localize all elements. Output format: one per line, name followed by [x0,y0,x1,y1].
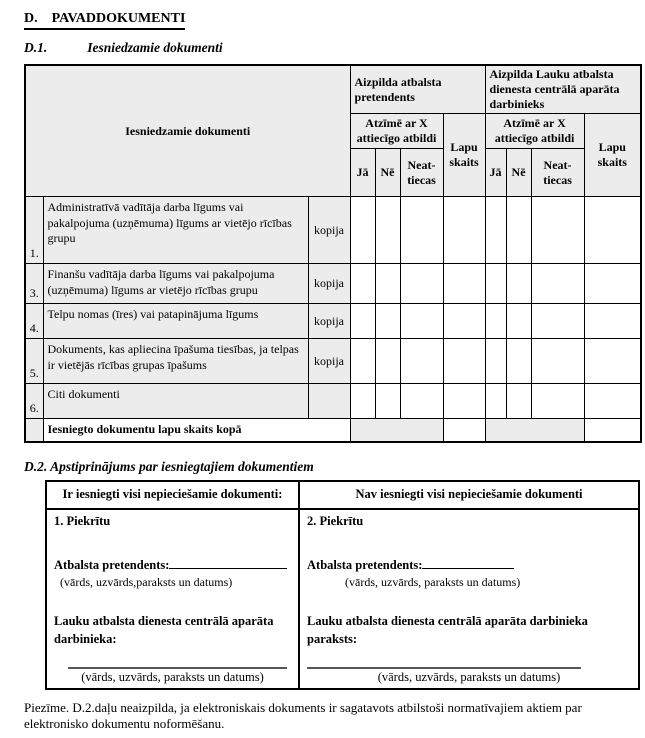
cell-na-applicant [400,339,443,384]
section-title [24,11,185,30]
cell-no-officer [506,339,531,384]
cell-pages-officer [584,197,641,264]
signature-caption: (vārds, uzvārds, paraksts un datums) [345,574,521,589]
cell-yes-officer [485,339,506,384]
col-group-officer: Aizpilda Lauku atbalsta dienesta centrālā aparāta darbinieks [485,65,641,114]
d1-heading [24,40,639,56]
document-type: kopija [308,264,350,304]
cell-yes-officer [485,197,506,264]
row-number: 5. [25,339,43,384]
total-label: Iesniegto dokumentu lapu skaits kopā [43,419,350,442]
document-description: Telpu nomas (īres) vai patapinājuma līgums [43,304,308,339]
document-type: kopija [308,304,350,339]
section-label: D. [24,11,38,26]
officer-label: Lauku atbalsta dienesta centrālā aparāta darbinieka paraksts: [307,613,588,646]
cell-pages-applicant [443,304,485,339]
col-header-submitted: Ir iesniegti visi nepieciešamie dokumenti: [46,481,299,509]
col-header-documents: Iesniedzamie dokumenti [25,65,350,197]
col-header-no-officer: Nē [506,149,531,197]
cell-yes-applicant [350,384,375,419]
signature-block-left [46,509,299,689]
applicant-signature-row [307,556,631,573]
signature-caption-bottom: (vārds, uzvārds, paraksts un datums) [81,669,264,684]
cell-no-officer [506,197,531,264]
document-type [308,384,350,419]
applicant-label: Atbalsta pretendents: [307,557,423,572]
officer-label: Lauku atbalsta dienesta centrālā aparāta darbinieka: [54,613,274,646]
d1-label: D.1. [24,40,48,55]
cell-no-applicant [375,304,400,339]
table-row [25,384,641,419]
d2-heading: D.2. Apstiprinājums par iesniegtajiem dokumentiem [24,458,314,474]
cell-pages-applicant [443,339,485,384]
section-title-text: PAVADDOKUMENTI [51,11,186,26]
table-row [25,304,641,339]
col-header-na-applicant: Neat-tiecas [400,149,443,197]
document-description: Dokuments, kas apliecina īpašuma tiesības, ja telpas ir vietējās rīcības grupas īpašums [43,339,308,384]
col-group-applicant: Aizpilda atbalsta pretendents [350,65,485,114]
cell-na-applicant [400,384,443,419]
footnote: Piezīme. D.2.daļu neaizpilda, ja elektroniskais dokuments ir sagatavots atbilstoši normatīvajiem aktiem par elektronisko dokumentu noformēšanu. [24,699,582,732]
col-header-na-officer: Neat-tiecas [531,149,584,197]
total-row-number-cell [25,419,43,442]
signature-caption: (vārds, uzvārds,paraksts un datums) [60,574,233,589]
signature-rule [68,667,287,669]
cell-yes-applicant [350,304,375,339]
cell-na-officer [531,384,584,419]
cell-no-officer [506,304,531,339]
cell-na-applicant [400,197,443,264]
row-number: 1. [25,197,43,264]
total-blocked-officer [485,419,584,442]
total-pages-officer [584,419,641,442]
applicant-signature-row [54,556,291,573]
cell-no-applicant [375,384,400,419]
total-row [25,419,641,442]
cell-pages-officer [584,264,641,304]
cell-pages-officer [584,339,641,384]
cell-no-applicant [375,197,400,264]
table-row [25,197,641,264]
cell-na-officer [531,304,584,339]
cell-yes-applicant [350,339,375,384]
cell-no-officer [506,384,531,419]
cell-na-officer [531,264,584,304]
applicant-label: Atbalsta pretendents: [54,557,170,572]
total-pages-applicant [443,419,485,442]
cell-yes-officer [485,264,506,304]
signature-line [169,556,287,569]
agree-label: 1. Piekrītu [54,513,111,528]
cell-na-officer [531,339,584,384]
cell-no-officer [506,264,531,304]
d2-confirmation-table [45,480,640,690]
table-row [25,264,641,304]
signature-rule [307,667,581,669]
signature-block-right [299,509,639,689]
document-type: kopija [308,339,350,384]
col-header-not-submitted: Nav iesniegti visi nepieciešamie dokumenti [299,481,639,509]
col-header-yes-officer: Jā [485,149,506,197]
cell-na-officer [531,197,584,264]
row-number: 4. [25,304,43,339]
cell-yes-applicant [350,264,375,304]
cell-yes-officer [485,384,506,419]
cell-yes-applicant [350,197,375,264]
table-row [25,339,641,384]
row-number: 6. [25,384,43,419]
cell-na-applicant [400,264,443,304]
col-header-pages-applicant: Lapu skaits [443,114,485,197]
col-header-pages-officer: Lapu skaits [584,114,641,197]
d1-documents-table [24,64,642,443]
cell-no-applicant [375,264,400,304]
agree-label: 2. Piekrītu [307,513,364,528]
document-description: Finanšu vadītāja darba līgums vai pakalpojuma (uzņēmuma) līgums ar vietējo rīcības grupu [43,264,308,304]
col-header-mark-x-applicant: Atzīmē ar X attiecīgo atbildi [350,114,443,149]
signature-caption-bottom: (vārds, uzvārds, paraksts un datums) [377,669,561,684]
document-type: kopija [308,197,350,264]
cell-na-applicant [400,304,443,339]
cell-pages-officer [584,384,641,419]
cell-pages-officer [584,304,641,339]
cell-pages-applicant [443,384,485,419]
cell-no-applicant [375,339,400,384]
signature-line [422,556,514,569]
document-description: Citi dokumenti [43,384,308,419]
cell-pages-applicant [443,197,485,264]
document-description: Administratīvā vadītāja darba līgums vai pakalpojuma (uzņēmuma) līgums ar vietējo rīcības grupu [43,197,308,264]
total-blocked-applicant [350,419,443,442]
col-header-yes-applicant: Jā [350,149,375,197]
cell-pages-applicant [443,264,485,304]
col-header-mark-x-officer: Atzīmē ar X attiecīgo atbildi [485,114,584,149]
cell-yes-officer [485,304,506,339]
d1-title: Iesniedzamie dokumenti [87,40,223,55]
col-header-no-applicant: Nē [375,149,400,197]
row-number: 3. [25,264,43,304]
